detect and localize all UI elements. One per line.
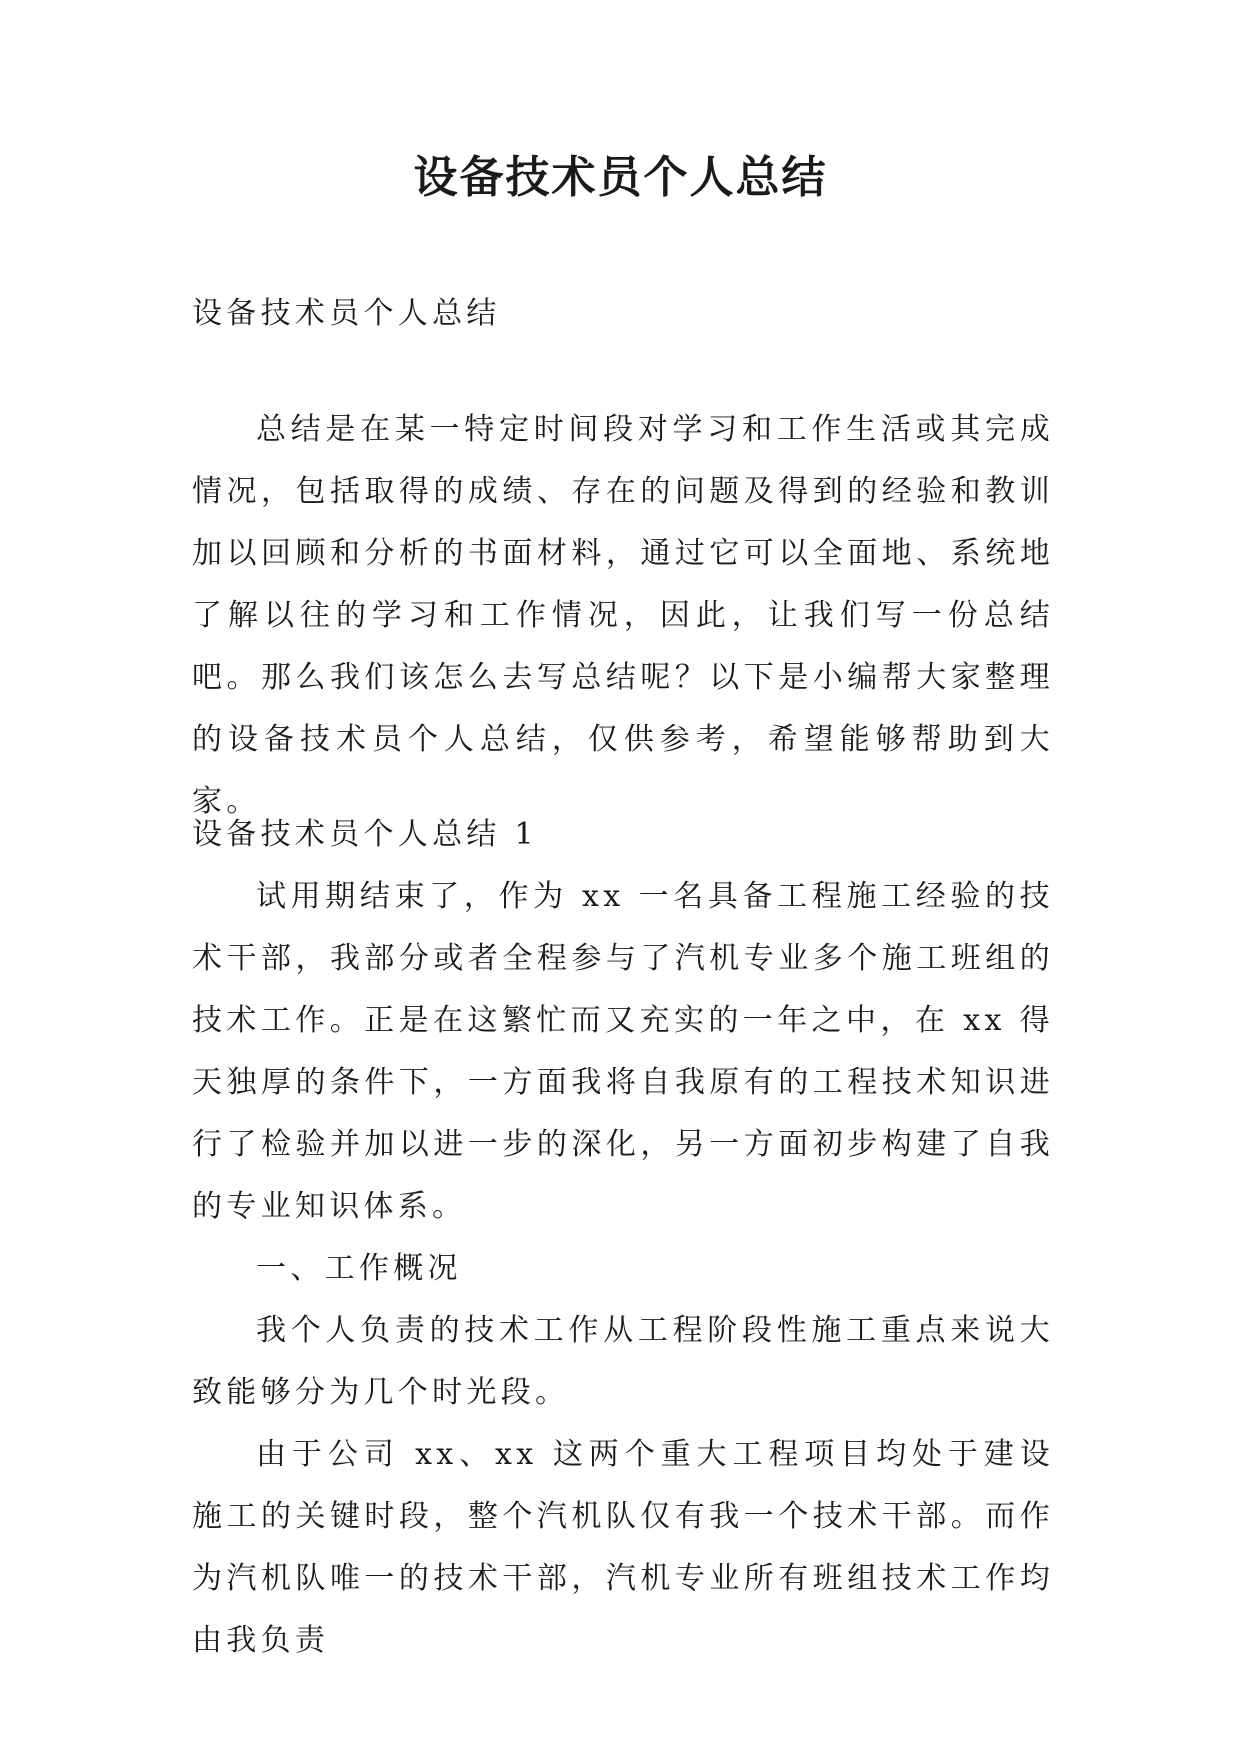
document-subtitle: 设备技术员个人总结 xyxy=(192,296,501,331)
section-heading: 设备技术员个人总结 1 xyxy=(192,817,538,852)
work-overview-heading: 一、工作概况 xyxy=(256,1251,462,1286)
section-paragraph: 试用期结束了，作为 xx 一名具备工程施工经验的技术干部，我部分或者全程参与了汽机专业多个施工班组的技术工作。正是在这繁忙而又充实的一年之中，在 xx 得天独厚的条件下，一方面我将自我原有的工程技术知识进行了检验并加以进一步的深化，另一方面初步构建了自我的专业知识体系。 xyxy=(192,879,1054,1224)
document-title: 设备技术员个人总结 xyxy=(413,152,828,203)
section-paragraph: 由于公司 xx、xx 这两个重大工程项目均处于建设施工的关键时段，整个汽机队仅有我一个技术干部。而作为汽机队唯一的技术干部，汽机专业所有班组技术工作均由我负责 xyxy=(192,1437,1054,1658)
intro-paragraph: 总结是在某一特定时间段对学习和工作生活或其完成情况，包括取得的成绩、存在的问题及得到的经验和教训加以回顾和分析的书面材料，通过它可以全面地、系统地了解以往的学习和工作情况，因此，让我们写一份总结吧。那么我们该怎么去写总结呢？以下是小编帮大家整理的设备技术员个人总结，仅供参考，希望能够帮助到大家。 xyxy=(192,412,1054,819)
intro-section xyxy=(192,399,1054,833)
section-paragraph: 我个人负责的技术工作从工程阶段性施工重点来说大致能够分为几个时光段。 xyxy=(192,1313,1054,1410)
summary-section-1 xyxy=(192,804,1054,1672)
